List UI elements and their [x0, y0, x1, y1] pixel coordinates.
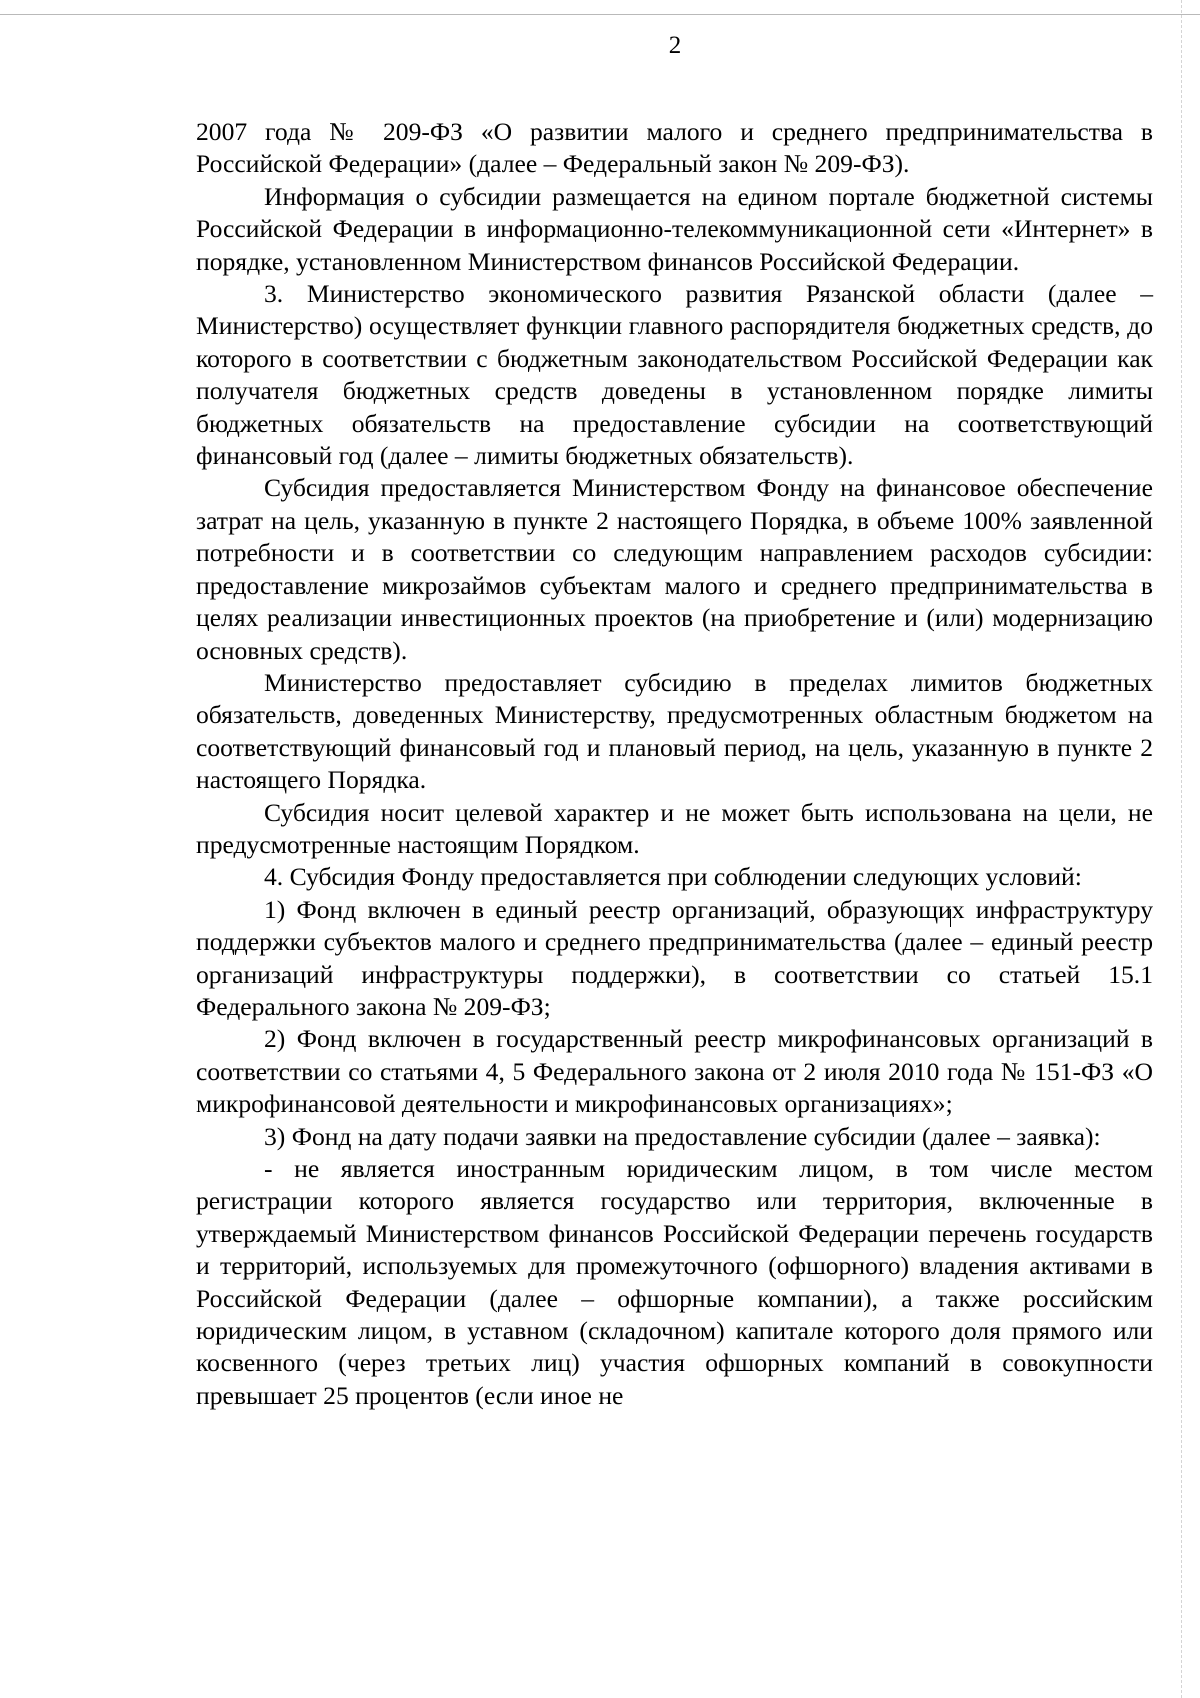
paragraph-item-4-conditions: 4. Субсидия Фонду предоставляется при соблюдении следующих условий: [264, 862, 1082, 892]
paragraph-condition-3-bullet-1: - не является иностранным юридическим лицом, в том числе местом регистрации которого является государство или территория, включенные в утверждаемый Министерством финансов Российской Федерации перечень государств и территорий, используемых для промежуточного (офшорного) владения активами в Российской Федерации (далее – офшорные компании), а также российским юридическим лицом, в уставном (складочном) капитале которого доля прямого или косвенного (через третьих лиц) участия офшорных компаний в совокупности превышает 25 процентов (если иное не [196, 1154, 1153, 1410]
paragraph-target-nature: Субсидия носит целевой характер и не может быть использована на цели, не предусмотренные настоящим Порядком. [196, 797, 1153, 859]
paragraph-condition-3: 3) Фонд на дату подачи заявки на предоставление субсидии (далее – заявка): [264, 1121, 1101, 1151]
paragraph-law-reference: 2007 года № 209-ФЗ «О развитии малого и среднего предпринимательства в Российской Федерации» (далее – Федеральный закон № 209-ФЗ). [196, 117, 1153, 179]
paragraph-item-3-ministry: 3. Министерство экономического развития Рязанской области (далее – Министерство) осуществляет функции главного распорядителя бюджетных средств, до которого в соответствии с бюджетным законодательством Российской Федерации как получателя бюджетных средств доведены в установленном порядке лимиты бюджетных обязательств на предоставление субсидии на соответствующий финансовый год (далее – лимиты бюджетных обязательств). [196, 279, 1153, 471]
paragraph-condition-2: 2) Фонд включен в государственный реестр микрофинансовых организаций в соответствии со статьями 4, 5 Федерального закона от 2 июля 2010 года № 151-ФЗ «О микрофинансовой деятельности и микрофинансовых организациях»; [196, 1024, 1153, 1119]
paragraph-subsidy-limits: Министерство предоставляет субсидию в пределах лимитов бюджетных обязательств, доведенных Министерству, предусмотренных областным бюджетом на соответствующий финансовый год и плановый период, на цель, указанную в пункте 2 настоящего Порядка. [196, 667, 1153, 795]
paragraph-condition-1: 1) Фонд включен в единый реестр организаций, образующих инфраструктуру поддержки субъектов малого и среднего предпринимательства (далее – единый реестр организаций инфраструктуры поддержки), в соответствии со статьей 15.1 Федерального закона № 209-ФЗ; [196, 894, 1153, 1021]
paragraph-subsidy-info: Информация о субсидии размещается на едином портале бюджетной системы Российской Федерации в информационно-телекоммуникационной сети «Интернет» в порядке, установленном Министерством финансов Российской Федерации. [196, 181, 1153, 276]
scan-top-border [0, 14, 1200, 15]
scan-right-border [1181, 0, 1182, 1698]
page-number: 2 [668, 32, 682, 59]
text-cursor-mark [950, 909, 951, 927]
paragraph-subsidy-purpose: Субсидия предоставляется Министерством Фонду на финансовое обеспечение затрат на цель, указанную в пункте 2 настоящего Порядка, в объеме 100% заявленной потребности и в соответствии со следующим направлением расходов субсидии: предоставление микрозаймов субъектам малого и среднего предпринимательства в целях реализации инвестиционных проектов (на приобретение и (или) модернизацию основных средств). [196, 473, 1153, 665]
document-body [196, 116, 1153, 1412]
